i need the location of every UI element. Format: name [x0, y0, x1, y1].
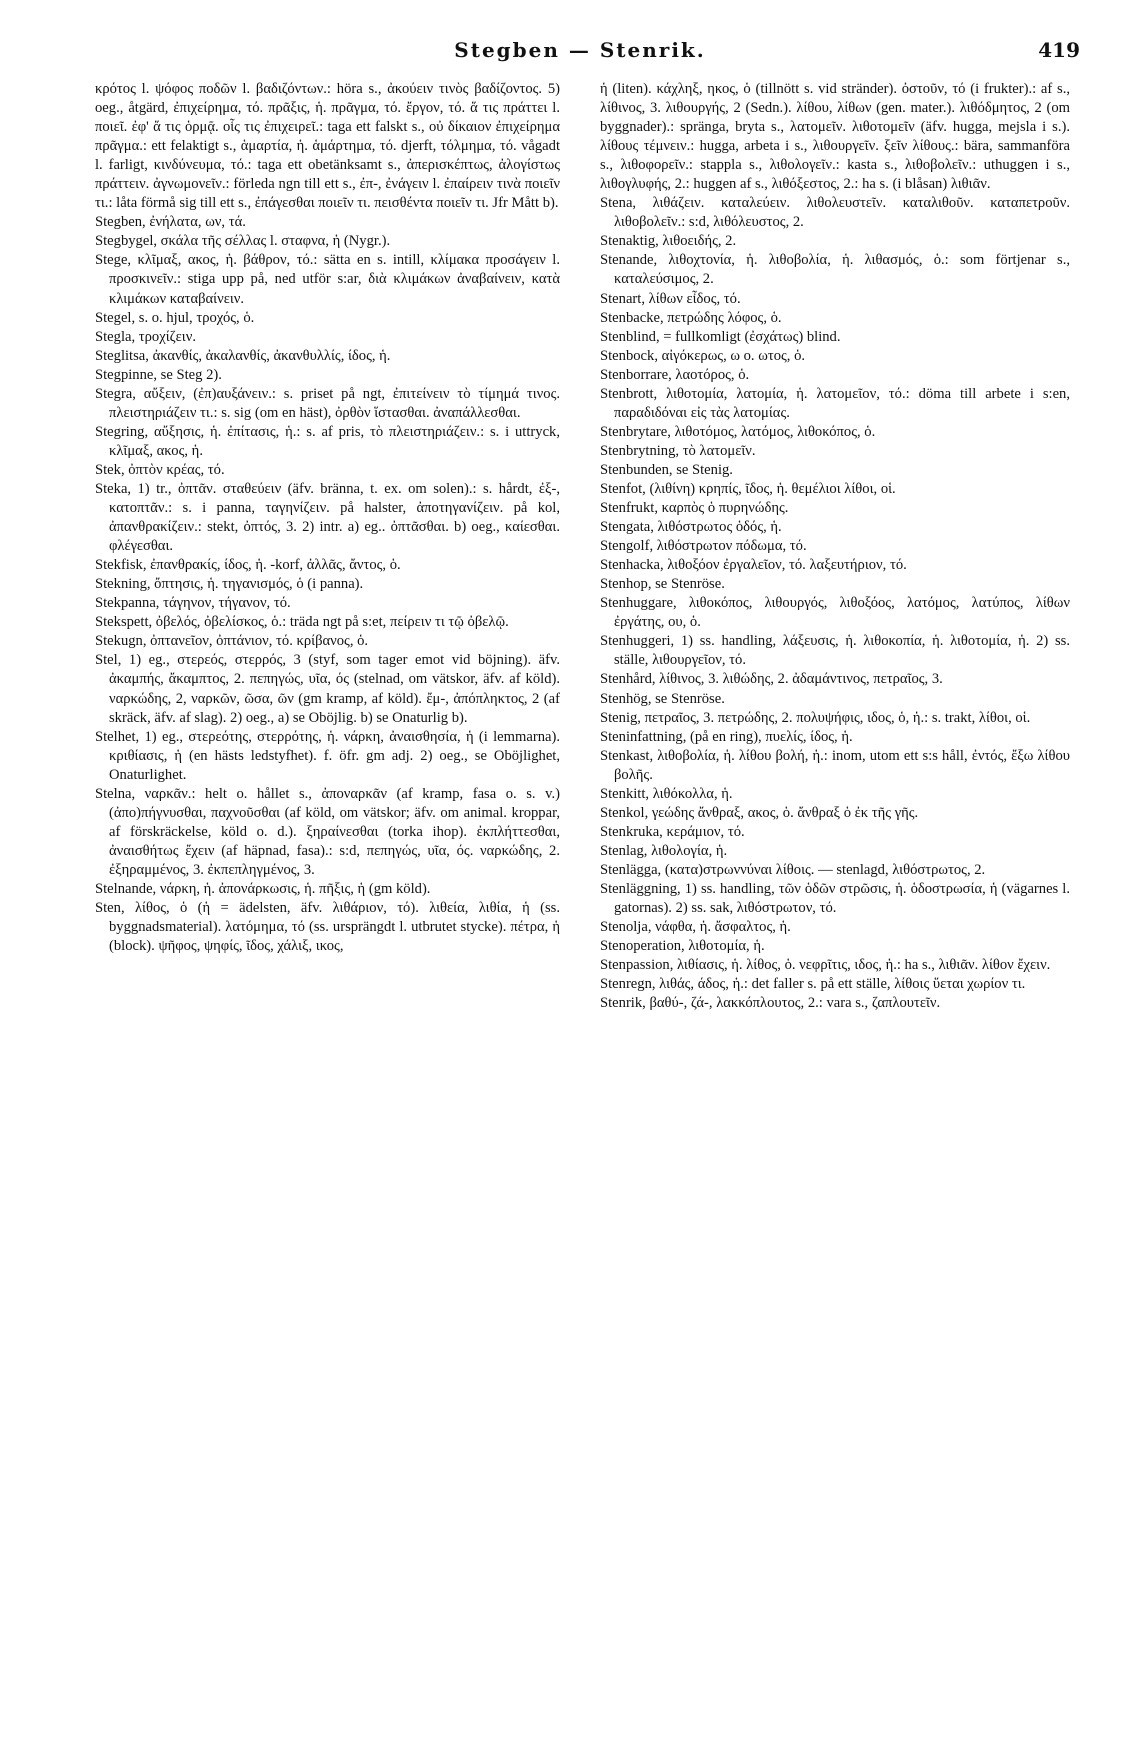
- dictionary-entry: Stenande, λιθοχτονία, ἡ. λιθοβολία, ἡ. λιθασμός, ὁ.: som förtjenar s., καταλεύσιμος, 2.: [600, 252, 1070, 288]
- dictionary-entry: Stenbrytare, λιθοτόμος, λατόμος, λιθοκόπος, ὁ.: [600, 423, 876, 440]
- dictionary-entry: Stenborrare, λαοτόρος, ὁ.: [600, 366, 750, 383]
- dictionary-entry: Stenbrytning, τὸ λατομεῖν.: [600, 442, 756, 459]
- dictionary-entry: Stenrik, βαθύ-, ζά-, λακκόπλουτος, 2.: vara s., ζαπλουτεῖν.: [600, 995, 941, 1012]
- dictionary-entry: Stekpanna, τάγηνον, τήγανον, τό.: [95, 595, 291, 612]
- dictionary-entry: Stekspett, ὀβελός, ὀβελίσκος, ὁ.: träda ngt på s:et, πείρειν τι τῷ ὀβελῷ.: [95, 614, 509, 631]
- dictionary-entry: Stena, λιθάζειν. καταλεύειν. λιθολευστεῖν. καταλιθοῦν. καταπετροῦν. λιθοβολεῖν.: s:d, λιθόλευστος, 2.: [600, 195, 1070, 231]
- dictionary-entry: Stek, ὀπτὸν κρέας, τό.: [95, 461, 225, 478]
- dictionary-entry: Stenhård, λίθινος, 3. λιθώδης, 2. ἀδαμάντινος, πετραῖος, 3.: [600, 671, 943, 688]
- dictionary-entry: Stenkol, γεώδης ἄνθραξ, ακος, ὁ. ἄνθραξ ὁ ἐκ τῆς γῆς.: [600, 804, 919, 821]
- dictionary-entry: Stenbunden, se Stenig.: [600, 461, 733, 478]
- dictionary-entry: Stenkast, λιθοβολία, ἡ. λίθου βολή, ἡ.: inom, utom ett s:s håll, ἐντός, ἔξω λίθου βολῆς.: [600, 747, 1070, 783]
- dictionary-entry: Stegra, αὔξειν, (ἐπ)αυξάνειν.: s. priset på ngt, ἐπιτείνειν τὸ τίμημά τινος. πλειστηριάζειν τι.: s. sig (om en häst), ὀρθὸν ἵστασθαι. ἀναπάλλεσθαι.: [95, 385, 560, 421]
- dictionary-entry: Stel, 1) eg., στερεός, στερρός, 3 (styf, som tager emot vid böjning). äfv. ἀκαμπής, ἄκαμπτος, 2. πεπηγώς, υῖα, ός (stelnad, om vätskor, äfv. af köld). ναρκώδης, 2, ναρκῶν, ῶσα, ῶν (gm kramp, af köld). ἔμ-, ἀπόπληκτος, 2 (af skräck, äfv. af slag). 2) oeg., a) se Oböjlig. b) se Onaturlig b).: [95, 652, 560, 726]
- dictionary-entry: ἡ (liten). κάχληξ, ηκος, ὁ (tillnött s. vid stränder). ὀστοῦν, τό (i frukter).: af s., λίθινος, 3. λιθουργής, 2 (Sedn.). λίθου, λίθων (gen. mater.). λιθόδμητος, 2 (om byggnader).: spränga, bryta s., λατομεῖν. λιθοτομεῖν (äfv. hugga, mejsla i s.). λίθους τέμνειν.: hugga, arbeta i s., λιθουργεῖν. ξεῖν λίθους.: bära, sammanföra s., λιθοφορεῖν.: stappla s., λιθολογεῖν.: kasta s., λιθοβολεῖν.: uthuggen i s., λιθογλυφής, 2.: huggen af s., λιθόξεστος, 2.: ha s. (i blåsan) λιθιᾶν.: [600, 81, 1070, 193]
- dictionary-entry: κρότος l. ψόφος ποδῶν l. βαδιζόντων.: höra s., ἀκούειν τινὸς βαδίζοντος. 5) oeg., åtgärd, ἐπιχείρημα, τό. πρᾶξις, ἡ. πρᾶγμα, τό. ἔργον, τό. ἅ τις πράττει l. ποιεῖ. ἐφ' ἅ τις ὁρμᾷ. οἷς τις ἐπιχειρεῖ.: taga ett falskt s., οὐ δίκαιον ἐπιχείρημα πρᾶγμα.: ett felaktigt s., ἁμαρτία, ἡ. ἁμάρτημα, τό. djerft, τόλμημα, τό. vågadt l. farligt, κινδύνευμα, τό.: taga ett obetänksamt s., ἀπερισκέπτως, ἀλογίστως πράττειν. ἀγνωμονεῖν.: förleda ngn till ett s., ἐπ-, ἐνάγειν l. ἐπαίρειν τινὰ ποιεῖν τι.: låta förmå sig till ett s., ἐπάγεσθαι ποιεῖν τι. πεισθέντα ποιεῖν τι. Jfr Mått b).: [95, 81, 560, 212]
- dictionary-entry: Stenart, λίθων εἶδος, τό.: [600, 290, 741, 307]
- dictionary-entry: Stenhuggeri, 1) ss. handling, λάξευσις, ἡ. λιθοκοπία, ἡ. λιθοτομία, ἡ. 2) ss. ställe, λιθουργεῖον, τό.: [600, 633, 1070, 669]
- dictionary-entry: Stenfrukt, καρπὸς ὁ πυρηνώδης.: [600, 500, 789, 517]
- dictionary-entry: Stenbacke, πετρώδης λόφος, ὁ.: [600, 309, 782, 326]
- dictionary-entry: Sten, λίθος, ὁ (ἡ = ädelsten, äfv. λιθάριον, τό). λιθεία, λιθία, ἡ (ss. byggnadsmaterial). λατόμημα, τό (ss. ursprängdt l. utbrutet stycke). πέτρα, ἡ (block). ψῆφος, ψηφίς, ῖδος, χάλιξ, ικος,: [95, 900, 560, 955]
- dictionary-entry: Stekfisk, ἐπανθρακίς, ίδος, ἡ. -korf, ἀλλᾶς, ἄντος, ὁ.: [95, 557, 401, 574]
- dictionary-entry: Stenolja, νάφθα, ἡ. ἄσφαλτος, ἡ.: [600, 919, 791, 936]
- dictionary-entry: Steninfattning, (på en ring), πυελίς, ίδος, ἡ.: [600, 728, 853, 745]
- dictionary-entry: Stegel, s. o. hjul, τροχός, ὁ.: [95, 309, 255, 326]
- running-head: Stegben — Stenrik.: [454, 38, 706, 62]
- dictionary-entry: Stekning, ὄπτησις, ἡ. τηγανισμός, ὁ (i panna).: [95, 576, 364, 593]
- dictionary-entry: Stekugn, ὀπτανεῖον, ὀπτάνιον, τό. κρίβανος, ὁ.: [95, 633, 369, 650]
- dictionary-entry: Stenfot, (λιθίνη) κρηπίς, ῖδος, ἡ. θεμέλιοι λίθοι, οἱ.: [600, 480, 896, 497]
- dictionary-entry: Stegben, ἐνήλατα, ων, τά.: [95, 214, 246, 231]
- dictionary-entry: Stenhacka, λιθοξόον ἐργαλεῖον, τό. λαξευτήριον, τό.: [600, 557, 907, 574]
- dictionary-entry: Stegla, τροχίζειν.: [95, 328, 196, 345]
- dictionary-entry: Stenhop, se Stenröse.: [600, 576, 725, 593]
- page-number: 419: [1038, 38, 1080, 62]
- dictionary-entry: Stelhet, 1) eg., στερεότης, στερρότης, ἡ. νάρκη, ἀναισθησία, ἡ (i lemmarna). κριθίασις, ἡ (en hästs ledstyfhet). f. öfr. gm adj. 2) oeg., se Oböjlighet, Onaturlighet.: [95, 728, 560, 783]
- dictionary-entry: Stenregn, λιθάς, άδος, ἡ.: det faller s. på ett ställe, λίθοις ὕεται χωρίον τι.: [600, 976, 1026, 993]
- dictionary-entry: Stenpassion, λιθίασις, ἡ. λίθος, ὁ. νεφρῖτις, ιδος, ἡ.: ha s., λιθιᾶν. λίθον ἔχειν.: [600, 957, 1051, 974]
- dictionary-entry: Stenhög, se Stenröse.: [600, 690, 725, 707]
- dictionary-entry: Steglitsa, ἀκανθίς, ἀκαλανθίς, ἀκανθυλλίς, ίδος, ἡ.: [95, 347, 391, 364]
- dictionary-entry: Stenhuggare, λιθοκόπος, λιθουργός, λιθοξόος, λατόμος, λατύπος, λίθων ἐργάτης, ου, ὁ.: [600, 595, 1070, 631]
- dictionary-entry: Stenoperation, λιθοτομία, ἡ.: [600, 938, 765, 955]
- dictionary-entry: Stengolf, λιθόστρωτον πόδωμα, τό.: [600, 538, 807, 555]
- dictionary-entry: Steka, 1) tr., ὀπτᾶν. σταθεύειν (äfv. bränna, t. ex. om solen).: s. hårdt, ἐξ-, κατοπτᾶν.: s. i panna, ταγηνίζειν. på halster, ἀποτηγανίζειν. på kol, ἀπανθρακίζειν.: stekt, ὀπτός, 3. 2) intr. a) eg.. ὀπτᾶσθαι. b) oeg., καίεσθαι. φλέγεσθαι.: [95, 480, 560, 555]
- dictionary-entry: Stenlag, λιθολογία, ἡ.: [600, 842, 728, 859]
- dictionary-entry: Stegbygel, σκάλα τῆς σέλλας l. σταφνα, ἡ (Nygr.).: [95, 233, 391, 250]
- right-column: [600, 80, 1070, 1013]
- dictionary-entry: Stenkitt, λιθόκολλα, ἡ.: [600, 785, 733, 802]
- dictionary-entry: Stegpinne, se Steg 2).: [95, 366, 222, 383]
- dictionary-entry: Stelnande, νάρκη, ἡ. ἀπονάρκωσις, ἡ. πῆξις, ἡ (gm köld).: [95, 880, 431, 897]
- dictionary-entry: Stege, κλῖμαξ, ακος, ἡ. βάθρον, τό.: sätta en s. intill, κλίμακα προσάγειν l. προσκινεῖν.: stiga upp på, ned utför s:ar, διὰ κλιμάκων ἀναβαίνειν, κατὰ κλιμάκων καταβαίνειν.: [95, 252, 560, 307]
- dictionary-entry: Stegring, αὔξησις, ἡ. ἐπίτασις, ἡ.: s. af pris, τὸ πλειστηριάζειν.: s. i uttryck, κλῖμαξ, ακος, ἡ.: [95, 423, 560, 459]
- dictionary-entry: Stenig, πετραῖος, 3. πετρώδης, 2. πολυψήφις, ιδος, ὁ, ἡ.: s. trakt, λίθοι, οἱ.: [600, 709, 1031, 726]
- dictionary-entry: Stengata, λιθόστρωτος ὁδός, ἡ.: [600, 519, 782, 536]
- dictionary-entry: Stenblind, = fullkomligt (ἐσχάτως) blind.: [600, 328, 841, 345]
- page-header: [80, 38, 1080, 68]
- left-column: [95, 80, 560, 956]
- dictionary-entry: Stenbock, αἰγόκερως, ω o. ωτος, ὁ.: [600, 347, 806, 364]
- dictionary-entry: Stenläggning, 1) ss. handling, τῶν ὁδῶν στρῶσις, ἡ. ὁδοστρωσία, ἡ (vägarnes l. gatornas). 2) ss. sak, λιθόστρωτον, τό.: [600, 880, 1070, 917]
- dictionary-entry: Stenaktig, λιθοειδής, 2.: [600, 233, 737, 250]
- dictionary-entry: Stenlägga, (κατα)στρωννύναι λίθοις. — stenlagd, λιθόστρωτος, 2.: [600, 861, 986, 878]
- dictionary-entry: Stelna, ναρκᾶν.: helt o. hållet s., ἀποναρκᾶν (af kramp, fasa o. s. v.) (ἀπο)πήγνυσθαι, παχνοῦσθαι (af köld, om vätskor; äfv. om animal. kroppar, af förskräckelse, köld o. d.). ξηραίνεσθαι (torka ihop). ἐκπλήττεσθαι, ἀναισθήτως ἔχειν (af häpnad, fasa).: s:d, πεπηγώς, υῖα, ός. ναρκώδης, 2. ἐξηραμμένος, 3. ἐκπεπληγμένος, 3.: [95, 785, 560, 878]
- dictionary-entry: Stenkruka, κεράμιον, τό.: [600, 823, 745, 840]
- dictionary-entry: Stenbrott, λιθοτομία, λατομία, ἡ. λατομεῖον, τό.: döma till arbete i s:en, παραδιδόναι εἰς τὰς λατομίας.: [600, 385, 1070, 421]
